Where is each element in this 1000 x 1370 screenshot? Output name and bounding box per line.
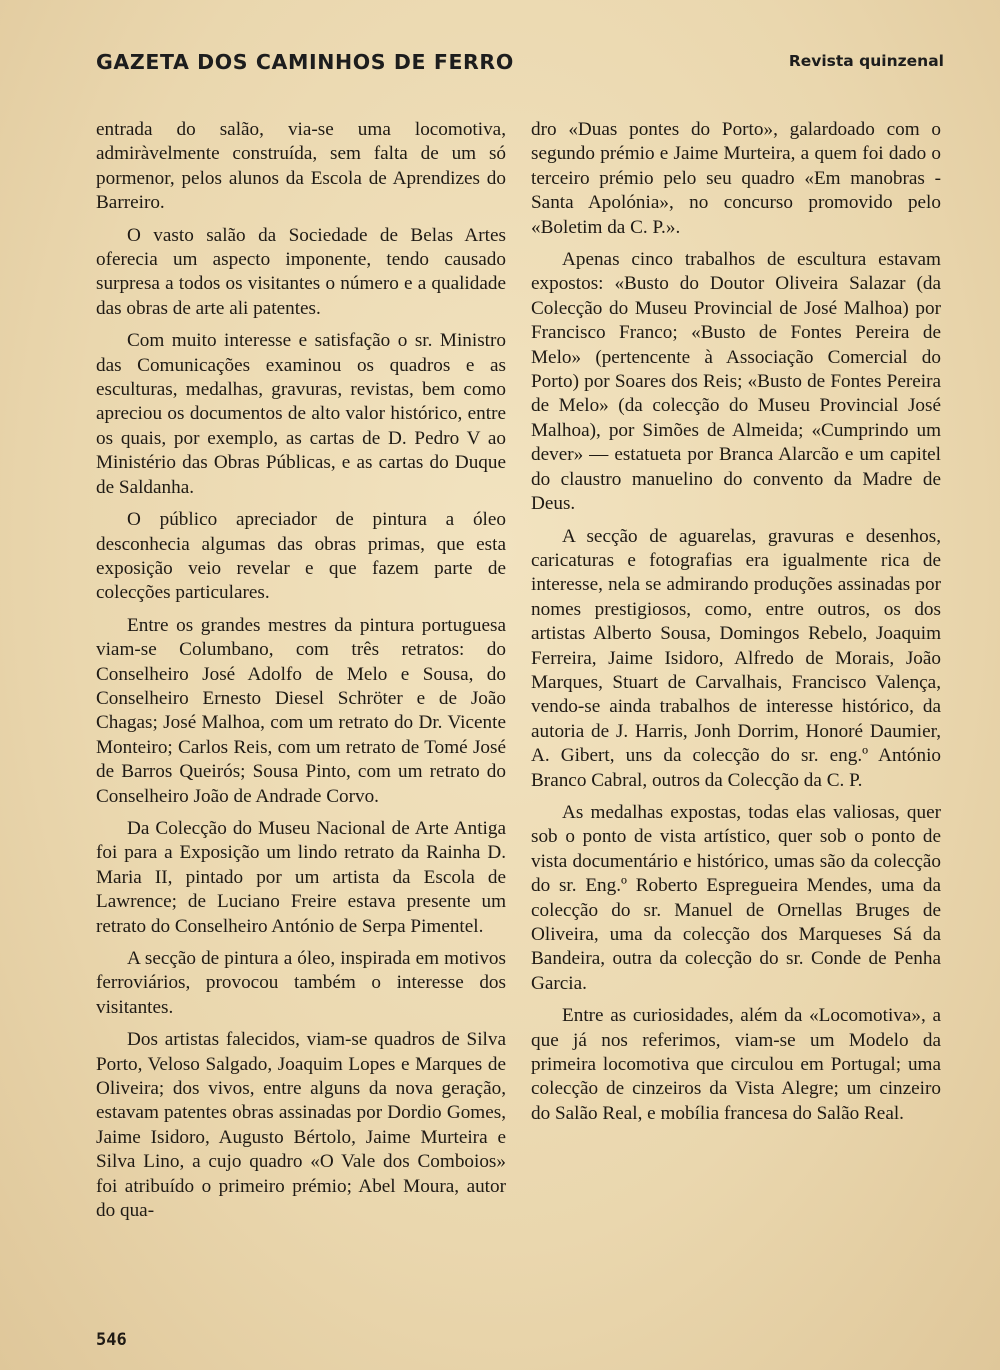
left-column (96, 118, 506, 1231)
page-number: 546 (96, 1330, 127, 1350)
paragraph: Com muito interesse e satisfação o sr. Ministro das Comunicações examinou os quadros e as esculturas, medalhas, gravuras, revistas, bem como apreciou os documentos de alto valor histórico, entre os quais, por exemplo, as cartas de D. Pedro V ao Ministério das Obras Públicas, e as cartas do Duque de Saldanha. (96, 330, 506, 498)
publication-subtitle: Revista quinzenal (788, 52, 944, 70)
paragraph: entrada do salão, via-se uma locomotiva, admiràvelmente construída, sem falta de um só pormenor, pelos alunos da Escola de Aprendizes do Barreiro. (96, 119, 506, 214)
paragraph: O vasto salão da Sociedade de Belas Artes oferecia um aspecto imponente, tendo causado surpresa a todos os visitantes o número e a qualidade das obras de arte ali patentes. (96, 224, 506, 319)
paragraph: A secção de pintura a óleo, inspirada em motivos ferroviários, provocou também o interesse dos visitantes. (96, 948, 506, 1018)
paragraph: Entre as curiosidades, além da «Locomotiva», a que já nos referimos, viam-se um Modelo da primeira locomotiva que circulou em Portugal; uma colecção de cinzeiros da Vista Alegre; um cinzeiro do Salão Real, e mobília francesa do Salão Real. (531, 1005, 941, 1124)
paragraph: Da Colecção do Museu Nacional de Arte Antiga foi para a Exposição um lindo retrato da Rainha D. Maria II, pintado por um artista da Escola de Lawrence; de Luciano Freire estava presente um retrato do Conselheiro António de Serpa Pimentel. (96, 817, 506, 937)
paragraph: Apenas cinco trabalhos de escultura estavam expostos: «Busto do Doutor Oliveira Salazar (da Colecção do Museu Provincial de José Malhoa) por Francisco Franco; «Busto de Fontes Pereira de Melo» (pertencente à Associação Comercial do Porto) por Soares dos Reis; «Busto de Fontes Pereira de Melo» (da colecção do Museu Provincial José Malhoa), por Simões de Almeida; «Cumprindo um dever» — estatueta por Branca Alarcão e um capitel do claustro manuelino do convento da Madre de Deus. (531, 249, 941, 515)
paragraph: A secção de aguarelas, gravuras e desenhos, caricaturas e fotografias era igualmente rica de interesse, nela se admirando produções assinadas por nomes prestigiosos, como, entre outros, os dos artistas Alberto Sousa, Domingos Rebelo, Joaquim Ferreira, Jaime Isidoro, Alfredo de Morais, João Marques, Stuart de Carvalhais, Francisco Valença, vendo-se ainda trabalhos de interesse histórico, da autoria de J. Harris, Jonh Dorrim, Honoré Daumier, A. Gibert, uns da colecção do sr. eng.º António Branco Cabral, outros da Colecção da C. P. (531, 525, 941, 791)
right-column (531, 118, 941, 1134)
paragraph: dro «Duas pontes do Porto», galardoado com o segundo prémio e Jaime Murteira, a quem foi dado o terceiro prémio pelo seu quadro «Em manobras - Santa Apolónia», no concurso promovido pelo «Boletim da C. P.». (531, 119, 941, 238)
paragraph: O público apreciador de pintura a óleo desconhecia algumas das obras primas, que esta exposição veio revelar e que fazem parte de colecções particulares. (96, 509, 506, 604)
paragraph: Entre os grandes mestres da pintura portuguesa viam-se Columbano, com três retratos: do Conselheiro José Adolfo de Melo e Sousa, do Conselheiro Ernesto Diesel Schröter e de João Chagas; José Malhoa, com um retrato do Dr. Vicente Monteiro; Carlos Reis, com um retrato de Tomé José de Barros Queirós; Sousa Pinto, com um retrato do Conselheiro João de Andrade Corvo. (96, 614, 506, 807)
page-header (96, 50, 944, 80)
paragraph: As medalhas expostas, todas elas valiosas, quer sob o ponto de vista artístico, quer sob o ponto de vista documentário e histórico, umas são da colecção do sr. Eng.º Roberto Espregueira Mendes, uma da colecção do sr. Manuel de Ornellas Bruges de Oliveira, uma da colecção dos Marqueses Sá da Bandeira, outra da colecção do sr. Conde de Penha Garcia. (531, 801, 941, 994)
paragraph: Dos artistas falecidos, viam-se quadros de Silva Porto, Veloso Salgado, Joaquim Lopes e Marques de Oliveira; dos vivos, entre alguns da nova geração, estavam patentes obras assinadas por Dordio Gomes, Jaime Isidoro, Augusto Bértolo, Jaime Murteira e Silva Lino, a cujo quadro «O Vale dos Comboios» foi atribuído o primeiro prémio; Abel Moura, autor do qua- (96, 1029, 506, 1222)
publication-title: GAZETA DOS CAMINHOS DE FERRO (96, 50, 514, 74)
